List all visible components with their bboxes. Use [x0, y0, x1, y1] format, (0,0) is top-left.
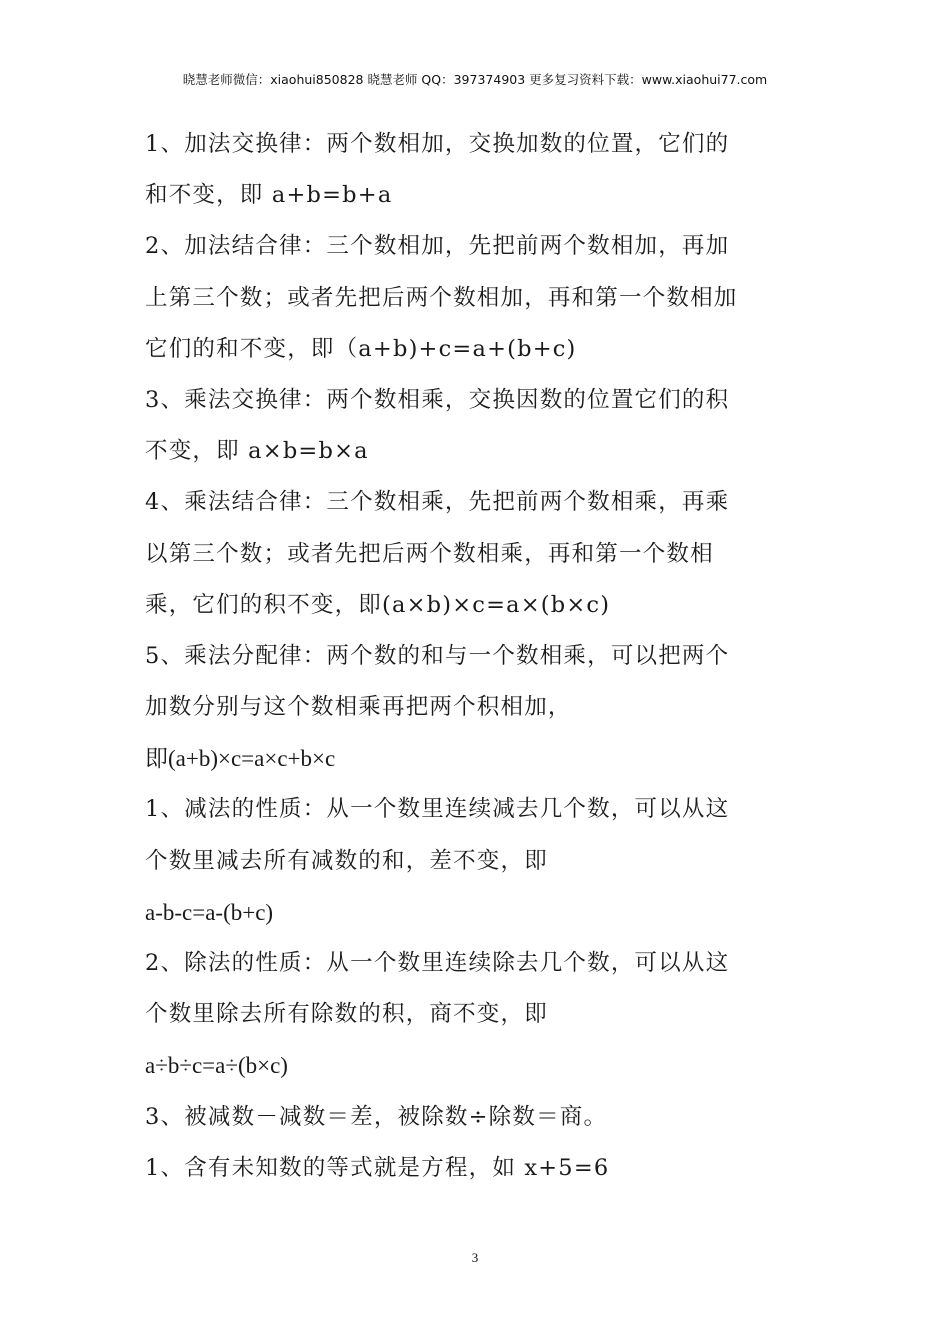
text-line: 1、减法的性质：从一个数里连续减去几个数，可以从这	[145, 796, 730, 823]
page-number: 3	[471, 1250, 479, 1265]
text-line: 个数里除去所有除数的积，商不变，即	[145, 1001, 548, 1028]
text-line: 4、乘法结合律：三个数相乘，先把前两个数相乘，再乘	[145, 489, 730, 516]
text-line: 2、除法的性质：从一个数里连续除去几个数，可以从这	[145, 950, 730, 976]
text-line: 不变，即 a×b=b×a	[145, 438, 369, 465]
text-line: 个数里减去所有减数的和，差不变，即	[145, 847, 548, 874]
text-line: 2、加法结合律：三个数相加，先把前两个数相加，再加	[145, 233, 730, 260]
formula-line: 即(a+b)×c=a×c+b×c	[145, 746, 336, 772]
text-line: 以第三个数；或者先把后两个数相乘，再和第一个数相	[145, 540, 714, 567]
text-line: 上第三个数；或者先把后两个数相加，再和第一个数相加	[145, 284, 738, 311]
text-line: 它们的和不变，即（a+b)+c=a+(b+c)	[145, 335, 577, 362]
text-line: 3、乘法交换律：两个数相乘，交换因数的位置它们的积	[145, 386, 730, 413]
formula-line: a÷b÷c=a÷(b×c)	[145, 1053, 288, 1079]
text-line: 1、含有未知数的等式就是方程，如 x+5=6	[145, 1154, 610, 1181]
text-line: 3、被减数－减数＝差，被除数÷除数＝商。	[145, 1103, 608, 1130]
text-line: 5、乘法分配律：两个数的和与一个数相乘，可以把两个	[145, 642, 730, 669]
text-line: 和不变，即 a+b=b+a	[145, 182, 393, 209]
text-line: 加数分别与这个数相乘再把两个积相加，	[145, 694, 572, 721]
formula-line: a-b-c=a-(b+c)	[145, 899, 274, 925]
page-header: 晓慧老师微信：xiaohui850828 晓慧老师 QQ：397374903 更多复习资料下载：www.xiaohui77.com	[182, 72, 768, 87]
text-line: 1、加法交换律：两个数相加，交换加数的位置，它们的	[145, 131, 730, 157]
document-body	[145, 119, 807, 1194]
text-line: 乘，它们的积不变，即(a×b)×c=a×(b×c)	[145, 591, 611, 618]
